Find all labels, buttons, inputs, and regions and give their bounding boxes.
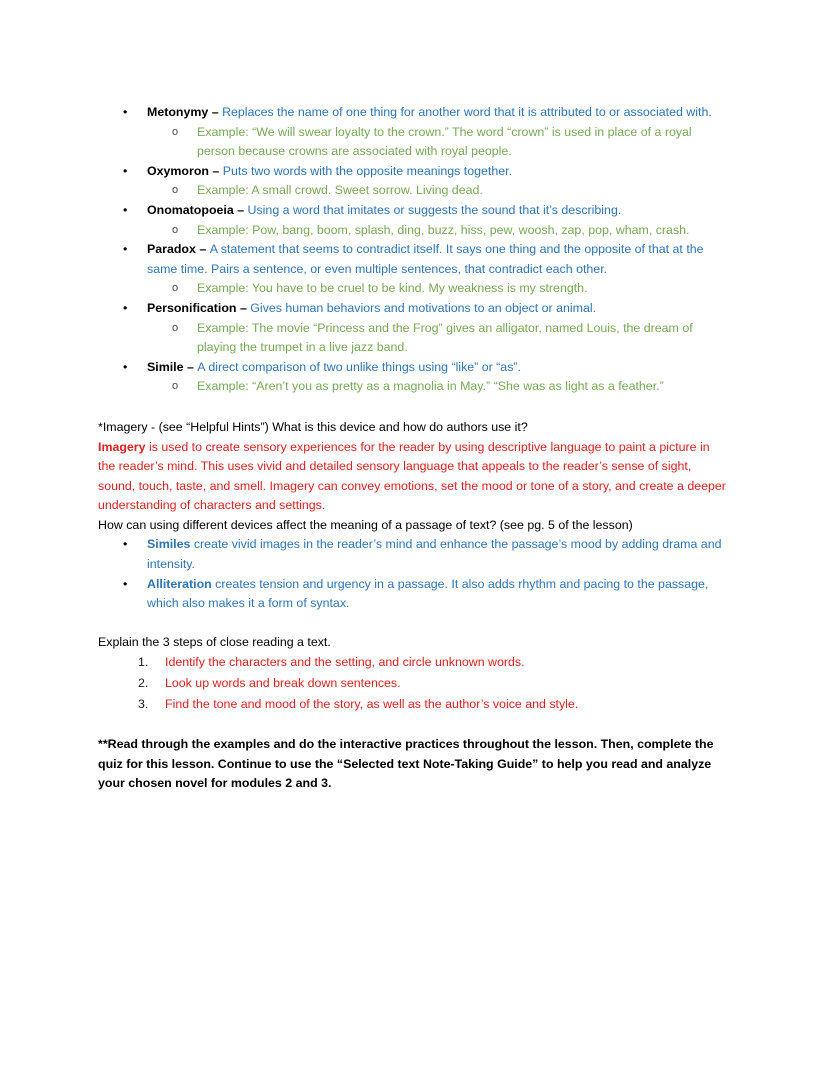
device-dash: – <box>233 202 248 217</box>
device-example-text: Example: You have to be cruel to be kind. My weakness is my strength. <box>197 281 588 296</box>
bullet-icon: • <box>123 105 128 119</box>
imagery-answer <box>98 438 726 516</box>
device-example-item <box>98 181 726 201</box>
sub-bullet-icon: o <box>172 380 179 393</box>
imagery-prompt: *Imagery - (see “Helpful Hints”) What is this device and how do authors use it? <box>98 419 528 434</box>
sub-bullet-icon: o <box>172 282 179 295</box>
close-reading-prompt: Explain the 3 steps of close reading a text. <box>98 634 331 649</box>
sub-bullet-icon: o <box>172 223 179 236</box>
device-item <box>98 201 726 221</box>
device-dash: – <box>208 105 223 119</box>
device-term: Onomatopoeia <box>147 202 234 217</box>
step-text: Find the tone and mood of the story, as well as the author’s voice and style. <box>165 696 579 711</box>
device-examples <box>98 221 726 241</box>
device-dash: – <box>236 300 251 315</box>
device-examples <box>98 319 726 358</box>
device-term: Metonymy <box>147 105 209 119</box>
step-text: Look up words and break down sentences. <box>165 676 401 691</box>
section-gap <box>98 397 726 418</box>
devices-effect-item <box>98 575 726 614</box>
bullet-icon: • <box>123 202 128 217</box>
device-item <box>98 162 726 182</box>
device-example-item <box>98 319 726 358</box>
device-example-text: Example: Pow, bang, boom, splash, ding, buzz, hiss, pew, woosh, zap, pop, wham, crash. <box>197 222 690 237</box>
device-item <box>98 299 726 319</box>
device-example-item <box>98 221 726 241</box>
step-number: 1. <box>138 655 149 670</box>
device-example-item <box>98 123 726 162</box>
section-gap-2 <box>98 614 726 633</box>
device-definition: Replaces the name of one thing for another word that it is attributed to or associated with. <box>222 105 712 119</box>
bullet-icon: • <box>123 300 128 315</box>
close-reading-step <box>98 673 726 694</box>
device-item <box>98 358 726 378</box>
device-term: Oxymoron <box>147 163 209 178</box>
device-dash: – <box>208 163 223 178</box>
device-examples <box>98 377 726 397</box>
bullet-icon: • <box>123 537 128 552</box>
device-example-text: Example: A small crowd. Sweet sorrow. Living dead. <box>197 183 483 198</box>
sub-bullet-icon: o <box>172 125 179 138</box>
device-example-item <box>98 377 726 397</box>
step-text: Identify the characters and the setting, and circle unknown words. <box>165 655 525 670</box>
device-example-text: Example: “We will swear loyalty to the crown.” The word “crown” is used in place of a royal person because crowns are associated with royal people. <box>197 124 692 159</box>
device-definition: A direct comparison of two unlike things using “like” or “as”. <box>197 359 521 374</box>
sub-bullet-icon: o <box>172 321 179 334</box>
sub-bullet-icon: o <box>172 184 179 197</box>
device-term: Simile <box>147 359 184 374</box>
device-item <box>98 240 726 279</box>
step-number: 2. <box>138 676 149 691</box>
device-dash: – <box>195 242 210 257</box>
device-example-item <box>98 279 726 299</box>
device-example-text: Example: “Aren’t you as pretty as a magnolia in May.” “She was as light as a feather.” <box>197 379 664 394</box>
device-dash: – <box>183 359 198 374</box>
bullet-icon: • <box>123 359 128 374</box>
device-examples <box>98 181 726 201</box>
devices-effect-list <box>98 535 726 613</box>
literary-devices-list <box>98 103 726 397</box>
device-definition: A statement that seems to contradict itself. It says one thing and the opposite of that at the same time. Pairs a sentence, or even multiple sentences, that contradict each other. <box>147 242 704 276</box>
devices-effect-body: creates tension and urgency in a passage. It also adds rhythm and pacing to the passage, which also makes it a form of syntax. <box>147 576 709 611</box>
imagery-answer-lead: Imagery <box>98 439 146 454</box>
imagery-answer-body: is used to create sensory experiences for the reader by using descriptive language to paint a picture in the reader’s mind. This uses vivid and detailed sensory language that appeals to the reader’s sense of sight, sound, touch, taste, and smell. Imagery can convey emotions, set the mood or tone of a story, and create a deeper understanding of characters and settings. <box>98 439 726 513</box>
close-reading-step <box>98 694 726 715</box>
devices-effect-lead: Alliteration <box>147 576 212 591</box>
devices-effect-item <box>98 535 726 574</box>
device-definition: Gives human behaviors and motivations to an object or animal. <box>250 300 597 315</box>
device-example-text: Example: The movie “Princess and the Frog” gives an alligator, named Louis, the dream of playing the trumpet in a live jazz band. <box>197 320 693 355</box>
device-term: Paradox <box>147 242 196 257</box>
device-item <box>98 103 726 123</box>
document-body <box>98 103 726 794</box>
device-examples <box>98 279 726 299</box>
close-reading-steps <box>98 652 726 714</box>
bullet-icon: • <box>123 163 128 178</box>
bullet-icon: • <box>123 576 128 591</box>
step-number: 3. <box>138 696 149 711</box>
device-examples <box>98 123 726 162</box>
closing-note: **Read through the examples and do the interactive practices throughout the lesson. Then, complete the quiz for this lesson. Continue to use the “Selected text Note-Taking Guide” to help you read and analyze your chosen novel for modules 2 and 3. <box>98 737 714 791</box>
device-definition: Puts two words with the opposite meanings together. <box>222 163 513 178</box>
devices-effect-lead: Similes <box>147 537 191 552</box>
device-definition: Using a word that imitates or suggests the sound that it’s describing. <box>247 202 622 217</box>
devices-effect-prompt: How can using different devices affect the meaning of a passage of text? (see pg. 5 of the lesson) <box>98 517 633 532</box>
device-term: Personification <box>147 300 237 315</box>
bullet-icon: • <box>123 242 128 257</box>
devices-effect-body: create vivid images in the reader’s mind and enhance the passage’s mood by adding drama and intensity. <box>147 537 722 572</box>
section-gap-3 <box>98 714 726 735</box>
close-reading-step <box>98 652 726 673</box>
